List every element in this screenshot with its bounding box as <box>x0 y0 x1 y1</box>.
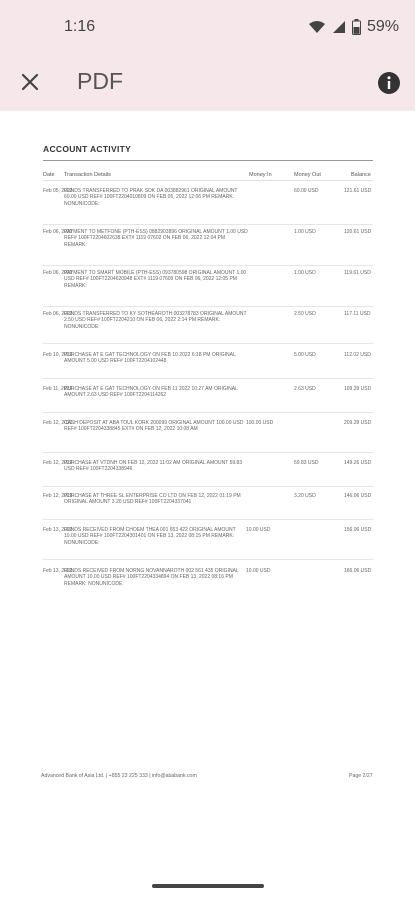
divider <box>43 519 373 520</box>
row-date: Feb 12, 2022 <box>43 420 73 426</box>
divider <box>43 452 373 453</box>
status-icons <box>308 18 399 36</box>
top-app-bar <box>0 0 415 111</box>
row-details: PURCHASE AT E GAT TECHNOLOGY ON FEB 11 2022 10:27 AM ORIGINAL AMOUNT 2.63 USD REF# 100FT2204114262 <box>64 386 238 399</box>
row-money-out: 2.63 USD <box>294 386 316 392</box>
page-footer-contact: Advanced Bank of Asia Ltd. | +855 23 225 333 | info@ababank.com <box>41 773 197 779</box>
divider <box>43 343 373 344</box>
wifi-icon <box>308 20 326 34</box>
row-details: FUNDS RECEIVED FROM NORNG NOVANNAROTH 002 561 435 ORIGINAL AMOUNT 10.00 USD REF# 100FT2204334894 ON FEB 13, 2022 08:16 PM REMARK: NONUNICODE: <box>64 568 239 587</box>
column-header-details: Transaction Details <box>64 172 111 178</box>
battery-percent: 59% <box>366 18 399 35</box>
divider <box>43 265 373 266</box>
row-balance: 121.61 USD <box>344 188 372 194</box>
row-balance: 166.06 USD <box>344 568 372 574</box>
row-details: PURCHASE AT THREE SL ENTERPRISE CO LTD ON FEB 12, 2022 01:19 PM ORIGINAL AMOUNT 3.20 USD REF# 100FT2204337041 <box>64 493 241 506</box>
row-money-out: 1.00 USD <box>294 270 316 276</box>
row-date: Feb 05, 2022 <box>43 188 73 194</box>
column-header-money-in: Money In <box>249 172 272 178</box>
gesture-nav-handle[interactable] <box>152 884 264 888</box>
row-money-in: 10.00 USD <box>246 527 271 533</box>
row-date: Feb 06, 2022 <box>43 229 73 235</box>
row-date: Feb 11, 2022 <box>43 386 73 392</box>
row-money-in: 10.00 USD <box>246 568 271 574</box>
divider <box>43 160 373 161</box>
row-money-in: 100.00 USD <box>246 420 274 426</box>
divider <box>43 180 373 181</box>
row-details: PURCHASE AT VTDNH ON FEB 12, 2022 11:02 AM ORIGINAL AMOUNT 59.83 USD REF# 100FT2204338946 <box>64 460 243 473</box>
row-date: Feb 06, 2022 <box>43 311 73 317</box>
row-money-out: 5.00 USD <box>294 352 316 358</box>
column-header-date: Date <box>43 172 55 178</box>
row-date: Feb 10, 2022 <box>43 352 73 358</box>
divider <box>43 412 373 413</box>
status-time: 1:16 <box>64 18 96 35</box>
page-title: PDF <box>77 68 123 94</box>
account-activity-title: ACCOUNT ACTIVITY <box>43 144 132 154</box>
page-number: Page 2/27 <box>349 773 373 779</box>
row-balance: 120.61 USD <box>344 229 372 235</box>
row-balance: 209.39 USD <box>344 420 372 426</box>
row-details: FUNDS TRANSFERRED TO KY SOTHEAROTH 003278783 ORIGINAL AMOUNT 2.50 USD REF# 100FT2204210 ON FEB 06, 2022 2:14 PM REMARK: NONUNICODE: <box>64 311 247 330</box>
divider <box>43 559 373 560</box>
row-date: Feb 12, 2022 <box>43 493 73 499</box>
row-details: CASH DEPOSIT AT ABA TOUL KORK 200099 ORIGINAL AMOUNT 100.00 USD REF# 100FT2204338845 EXT# ON FEB 12, 2022 10:08 AM <box>64 420 244 433</box>
column-header-balance: Balance <box>351 172 371 178</box>
row-date: Feb 06, 2022 <box>43 270 73 276</box>
row-details: PAYMENT TO METFONE (PTH-ESS) 0882903896 ORIGINAL AMOUNT 1.00 USD REF# 100FT2204602638 EXT# 1119 07602 ON FEB 06, 2022 12:04 PM REMARK: <box>64 229 248 248</box>
row-money-out: 59.83 USD <box>294 460 319 466</box>
row-money-out: 2.50 USD <box>294 311 316 317</box>
row-money-out: 1.00 USD <box>294 229 316 235</box>
battery-icon <box>352 19 361 35</box>
row-balance: 109.39 USD <box>344 386 372 392</box>
column-header-money-out: Money Out <box>294 172 321 178</box>
row-balance: 156.06 USD <box>344 527 372 533</box>
row-money-out: 60.00 USD <box>294 188 319 194</box>
row-balance: 149.26 USD <box>344 460 372 466</box>
row-date: Feb 13, 2022 <box>43 527 73 533</box>
close-icon[interactable] <box>18 70 42 94</box>
row-details: FUNDS TRANSFERRED TO PRAK SOK DA 003882961 ORIGINAL AMOUNT 60.00 USD REF# 100FT2204010809 ON FEB 05, 2022 12:06 PM REMARK: NONUNICODE: <box>64 188 238 207</box>
row-balance: 119.61 USD <box>344 270 371 276</box>
divider <box>43 306 373 307</box>
row-details: FUNDS RECEIVED FROM CHOEM THEA 001 653 422 ORIGINAL AMOUNT 10.00 USD REF# 100FT2204301401 ON FEB 13, 2022 08:15 PM REMARK: NONUNICODE: <box>64 527 236 546</box>
divider <box>43 486 373 487</box>
row-money-out: 3.20 USD <box>294 493 316 499</box>
row-date: Feb 13, 2022 <box>43 568 73 574</box>
row-balance: 112.02 USD <box>344 352 371 358</box>
row-balance: 146.06 USD <box>344 493 372 499</box>
row-date: Feb 12, 2022 <box>43 460 73 466</box>
divider <box>43 224 373 225</box>
row-details: PAYMENT TO SMART MOBILE (PTH-ESS) 093780598 ORIGINAL AMOUNT 1.00 USD REF# 100FT2204620948 EXT# 1119 07609 ON FEB 06, 2022 12:05 PM REMARK: <box>64 270 247 289</box>
divider <box>43 378 373 379</box>
info-icon[interactable] <box>377 71 401 95</box>
row-balance: 117.11 USD <box>344 311 371 317</box>
row-details: PURCHASE AT E GAT TECHNOLOGY ON FEB 10 2022 6:18 PM ORIGINAL AMOUNT 5.00 USD REF# 100FT2204102448 <box>64 352 236 365</box>
signal-icon <box>332 20 346 34</box>
